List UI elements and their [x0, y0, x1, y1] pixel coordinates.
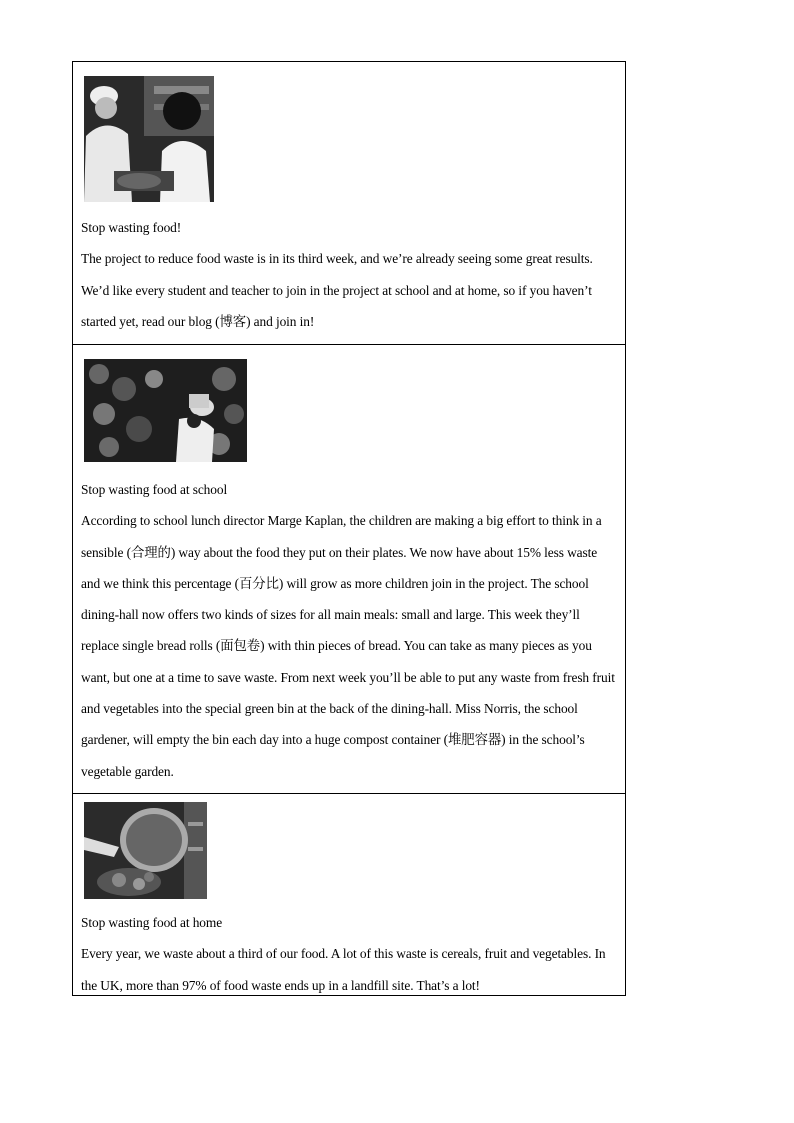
blog-table	[72, 61, 626, 996]
section-heading: Stop wasting food at school	[81, 482, 228, 497]
section-cell-3	[73, 794, 626, 996]
section-paragraph: According to school lunch director Marge Kaplan, the children are making a big effort to think in a sensible (合理的) way about the food they put on their plates. We now have about 15% less waste and we think this percentage (百分比) will grow as more children join in the project. The school dining-hall now offers two kinds of sizes for all main meals: small and large. This week they’ll replace single bread rolls (面包卷) with thin pieces of bread. You can take as many pieces as you want, but one at a time to save waste. From next week you’ll be able to put any waste from fresh fruit and vegetables into the special green bin at the back of the dining-hall. Miss Norris, the school gardener, will empty the bin each day into a huge compost container (堆肥容器) in the school’s vegetable garden.	[81, 513, 615, 779]
food-scraps-pan-photo	[84, 802, 207, 899]
canteen-server-photo	[84, 76, 214, 202]
section-paragraph: The project to reduce food waste is in its third week, and we’re already seeing some great results. We’d like every student and teacher to join in the project at school and at home, so if you haven’t started yet, read our blog (博客) and join in!	[81, 251, 593, 329]
section-heading: Stop wasting food at home	[81, 915, 223, 930]
section-paragraph: Every year, we waste about a third of our food. A lot of this waste is cereals, fruit and vegetables. In the UK, more than 97% of food waste ends up in a landfill site. That’s a lot!	[81, 946, 606, 993]
section-cell-2	[73, 345, 626, 794]
section-heading: Stop wasting food!	[81, 220, 182, 235]
vegetable-garden-photo	[84, 359, 247, 462]
section-cell-1	[73, 62, 626, 345]
